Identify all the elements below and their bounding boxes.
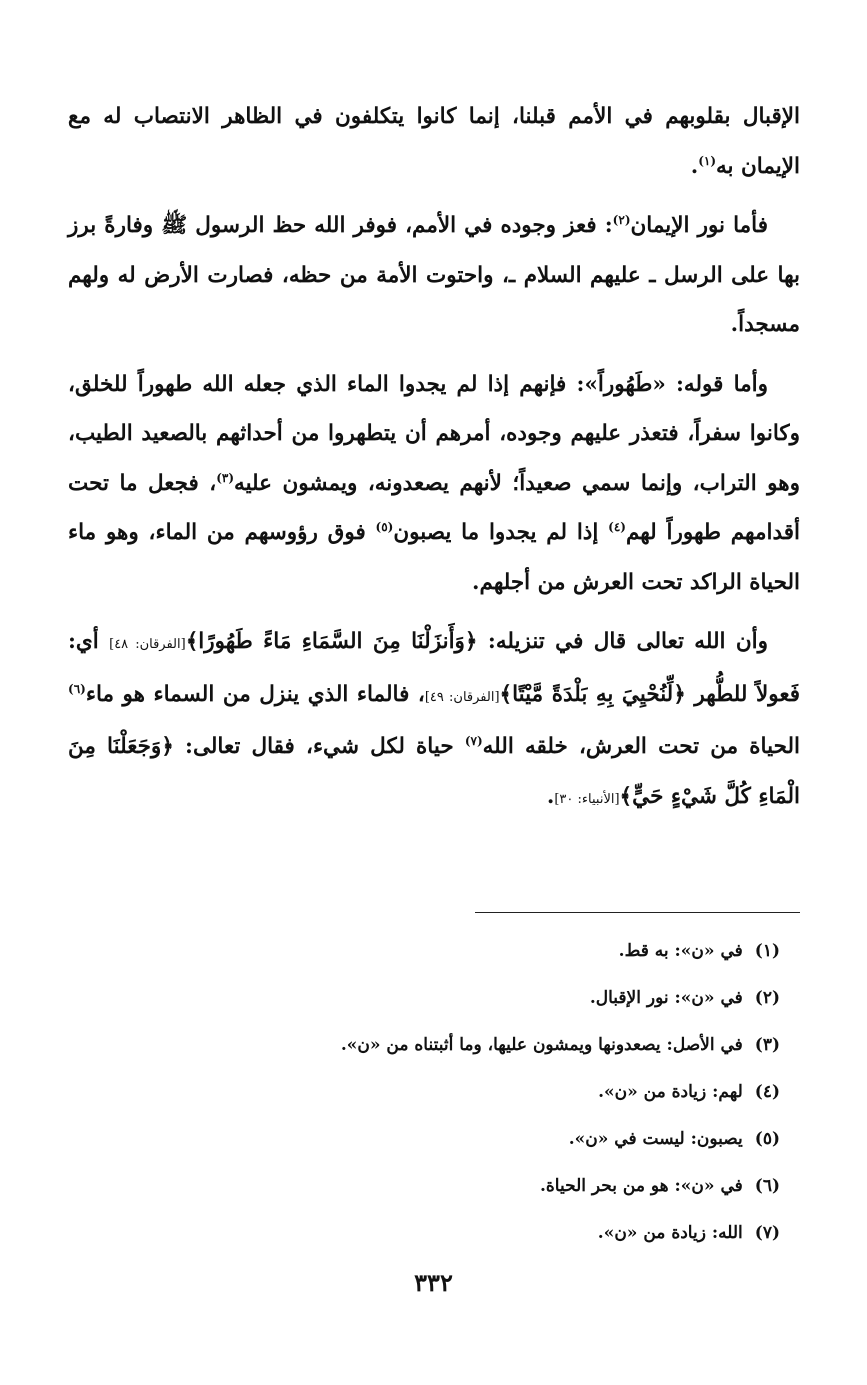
text-run: إذا لم يجدوا ما يصبون (393, 520, 609, 545)
footnote-item (220, 1022, 780, 1069)
footnote-item (220, 1069, 780, 1116)
footnote-ref-4[interactable]: (٤) (608, 519, 626, 534)
footnote-text: في «ن»: هو من بحر الحياة. (539, 1176, 743, 1196)
footnote-text: الله: زيادة من «ن». (597, 1223, 743, 1243)
footnote-item (220, 1116, 780, 1163)
footnote-ref-1[interactable]: (١) (698, 153, 717, 168)
paragraph-4 (68, 617, 800, 824)
footnote-item (220, 975, 780, 1022)
paragraph-3 (68, 360, 800, 608)
footnote-number: (٤) (754, 1082, 780, 1102)
footnote-ref-5[interactable]: (٥) (375, 519, 394, 534)
page-number: ٣٣٢ (414, 1268, 453, 1297)
footnote-number: (٧) (754, 1223, 780, 1243)
quran-reference: [الفرقان: ٤٨] (109, 637, 186, 652)
text-run: . (690, 153, 699, 179)
footnote-ref-2[interactable]: (٢) (612, 212, 631, 227)
footnote-ref-3[interactable]: (٣) (216, 470, 235, 485)
text-run: وأن الله تعالى قال في تنزيله: ﴿وَأَنزَلْنَا مِنَ السَّمَاءِ مَاءً طَهُورًا﴾ (185, 629, 768, 654)
footnote-item (220, 928, 780, 975)
footnote-item (220, 1210, 780, 1257)
text-run: ، فالماء الذي ينزل من السماء هو ماء (85, 681, 425, 707)
quran-reference: [الفرقان: ٤٩] (424, 689, 500, 705)
text-run: أي: فَعولاً للطُّهر ﴿لِّنُحْيِيَ بِهِ بَلْدَةً مَّيْتًا﴾ (68, 629, 800, 707)
text-run: حياة لكل شيء، فقال تعالى: ﴿وَجَعَلْنَا مِنَ الْمَاءِ كُلَّ شَيْءٍ حَيٍّ﴾ (68, 734, 800, 809)
footnote-number: (٦) (754, 1176, 780, 1196)
footnote-item (220, 1163, 780, 1210)
footnote-text: في الأصل: يصعدونها ويمشون عليها، وما أثبتناه من «ن». (340, 1035, 743, 1055)
footnote-number: (٥) (754, 1129, 780, 1149)
footnote-number: (٢) (754, 988, 780, 1008)
text-run: فوق رؤوسهم من الماء، وهو ماء الحياة الراكد تحت العرش من أجلهم. (68, 520, 800, 595)
footnote-divider (475, 912, 800, 913)
footnote-text: لهم: زيادة من «ن». (598, 1082, 743, 1102)
main-text (68, 92, 800, 834)
footnote-ref-7[interactable]: (٧) (464, 733, 483, 748)
footnote-number: (١) (754, 941, 780, 961)
text-run: . (546, 783, 555, 809)
text-run: ، فجعل ما تحت أقدامهم طهوراً لهم (68, 470, 800, 545)
text-run: فأما نور الإيمان (630, 213, 769, 238)
quran-reference: [الأنبياء: ٣٠] (554, 791, 620, 807)
footnote-text: في «ن»: نور الإقبال. (589, 988, 743, 1008)
footnote-number: (٣) (754, 1035, 780, 1055)
paragraph-2 (68, 201, 800, 350)
text-run: : فعز وجوده في الأمم، فوفر الله حظ الرسول ﷺ وفارةً برز بها على الرسل ـ عليهم السلام ـ، واحتوت الأمة من حظه، فصارت الأرض له ولهم مسجداً. (68, 213, 800, 337)
footnote-text: في «ن»: به قط. (618, 941, 743, 961)
paragraph-1 (68, 92, 800, 191)
footnotes-list (220, 928, 780, 1257)
footnote-ref-6[interactable]: (٦) (68, 681, 86, 696)
text-run: الإقبال بقلوبهم في الأمم قبلنا، إنما كانوا يتكلفون في الظاهر الانتصاب له مع الإيمان به (68, 104, 800, 179)
text-run: الحياة من تحت العرش، خلقه الله (482, 734, 800, 759)
footnote-text: يصبون: ليست في «ن». (568, 1129, 743, 1149)
text-run: وأما قوله: «طَهُوراً»: فإنهم إذا لم يجدوا الماء الذي جعله الله طهوراً للخلق، وكانوا سفراً، فتعذر عليهم وجوده، أمرهم أن يتطهروا من أحداثهم بالصعيد الطيب، وهو التراب، وإنما سمي صعيداً؛ لأنهم يصعدونه، ويمشون عليه (68, 371, 801, 496)
